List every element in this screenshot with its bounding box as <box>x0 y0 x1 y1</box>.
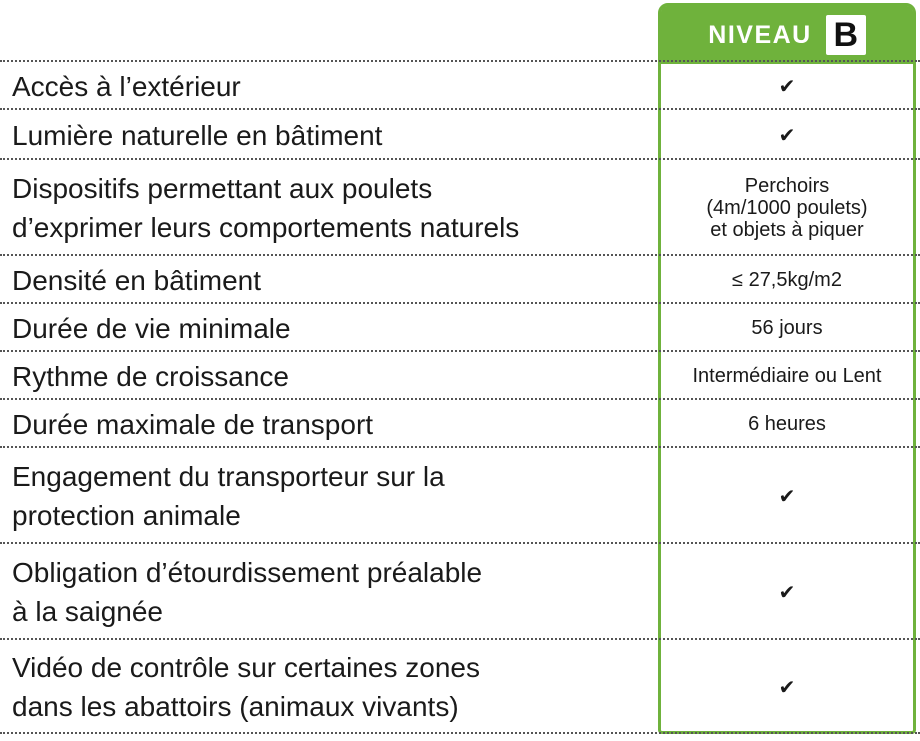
criterion-label <box>12 448 632 544</box>
table-row <box>0 110 920 160</box>
criterion-label-line: protection animale <box>12 500 241 531</box>
criterion-label: Densité en bâtiment <box>12 264 262 296</box>
table-row <box>0 256 920 304</box>
criterion-value <box>660 160 914 256</box>
criterion-label: Accès à l’extérieur <box>12 70 241 102</box>
criterion-label-line: Engagement du transporteur sur la <box>12 461 445 492</box>
table-row <box>0 304 920 352</box>
criterion-value-line: Perchoirs <box>744 175 830 197</box>
criterion-label-line: dans les abattoirs (animaux vivants) <box>12 691 459 722</box>
table-row <box>0 160 920 256</box>
check-icon: ✔ <box>778 74 796 98</box>
check-icon: ✔ <box>778 123 796 147</box>
table-row <box>0 62 920 110</box>
criterion-label: Durée de vie minimale <box>12 312 291 344</box>
criterion-label-line: Vidéo de contrôle sur certaines zones <box>12 652 480 683</box>
level-letter-badge: B <box>826 15 866 55</box>
niveau-label: NIVEAU <box>708 20 812 49</box>
criterion-label-line: Obligation d’étourdissement préalable <box>12 557 483 588</box>
criterion-value-line: (4m/1000 poulets) <box>706 197 868 219</box>
criterion-label: Rythme de croissance <box>12 360 290 392</box>
criterion-label <box>12 544 632 640</box>
level-header <box>661 6 913 64</box>
check-icon: ✔ <box>778 675 796 699</box>
criterion-value-line: et objets à piquer <box>710 219 864 241</box>
criterion-label-line: Dispositifs permettant aux poulets <box>12 173 433 204</box>
check-icon: ✔ <box>778 484 796 508</box>
table-row <box>0 352 920 400</box>
criterion-label: Durée maximale de transport <box>12 408 374 440</box>
table-row <box>0 544 920 640</box>
criterion-value: ≤ 27,5kg/m2 <box>732 269 842 291</box>
criterion-value: Intermédiaire ou Lent <box>692 365 882 387</box>
criterion-label <box>12 160 632 256</box>
criterion-label <box>12 640 632 734</box>
criterion-value: 56 jours <box>751 317 823 339</box>
table-row <box>0 640 920 734</box>
table-row <box>0 448 920 544</box>
criterion-value: 6 heures <box>748 413 826 435</box>
criterion-label-line: d’exprimer leurs comportements naturels <box>12 212 520 243</box>
criterion-label: Lumière naturelle en bâtiment <box>12 119 383 151</box>
check-icon: ✔ <box>778 580 796 604</box>
table-row <box>0 400 920 448</box>
criterion-label-line: à la saignée <box>12 596 164 627</box>
